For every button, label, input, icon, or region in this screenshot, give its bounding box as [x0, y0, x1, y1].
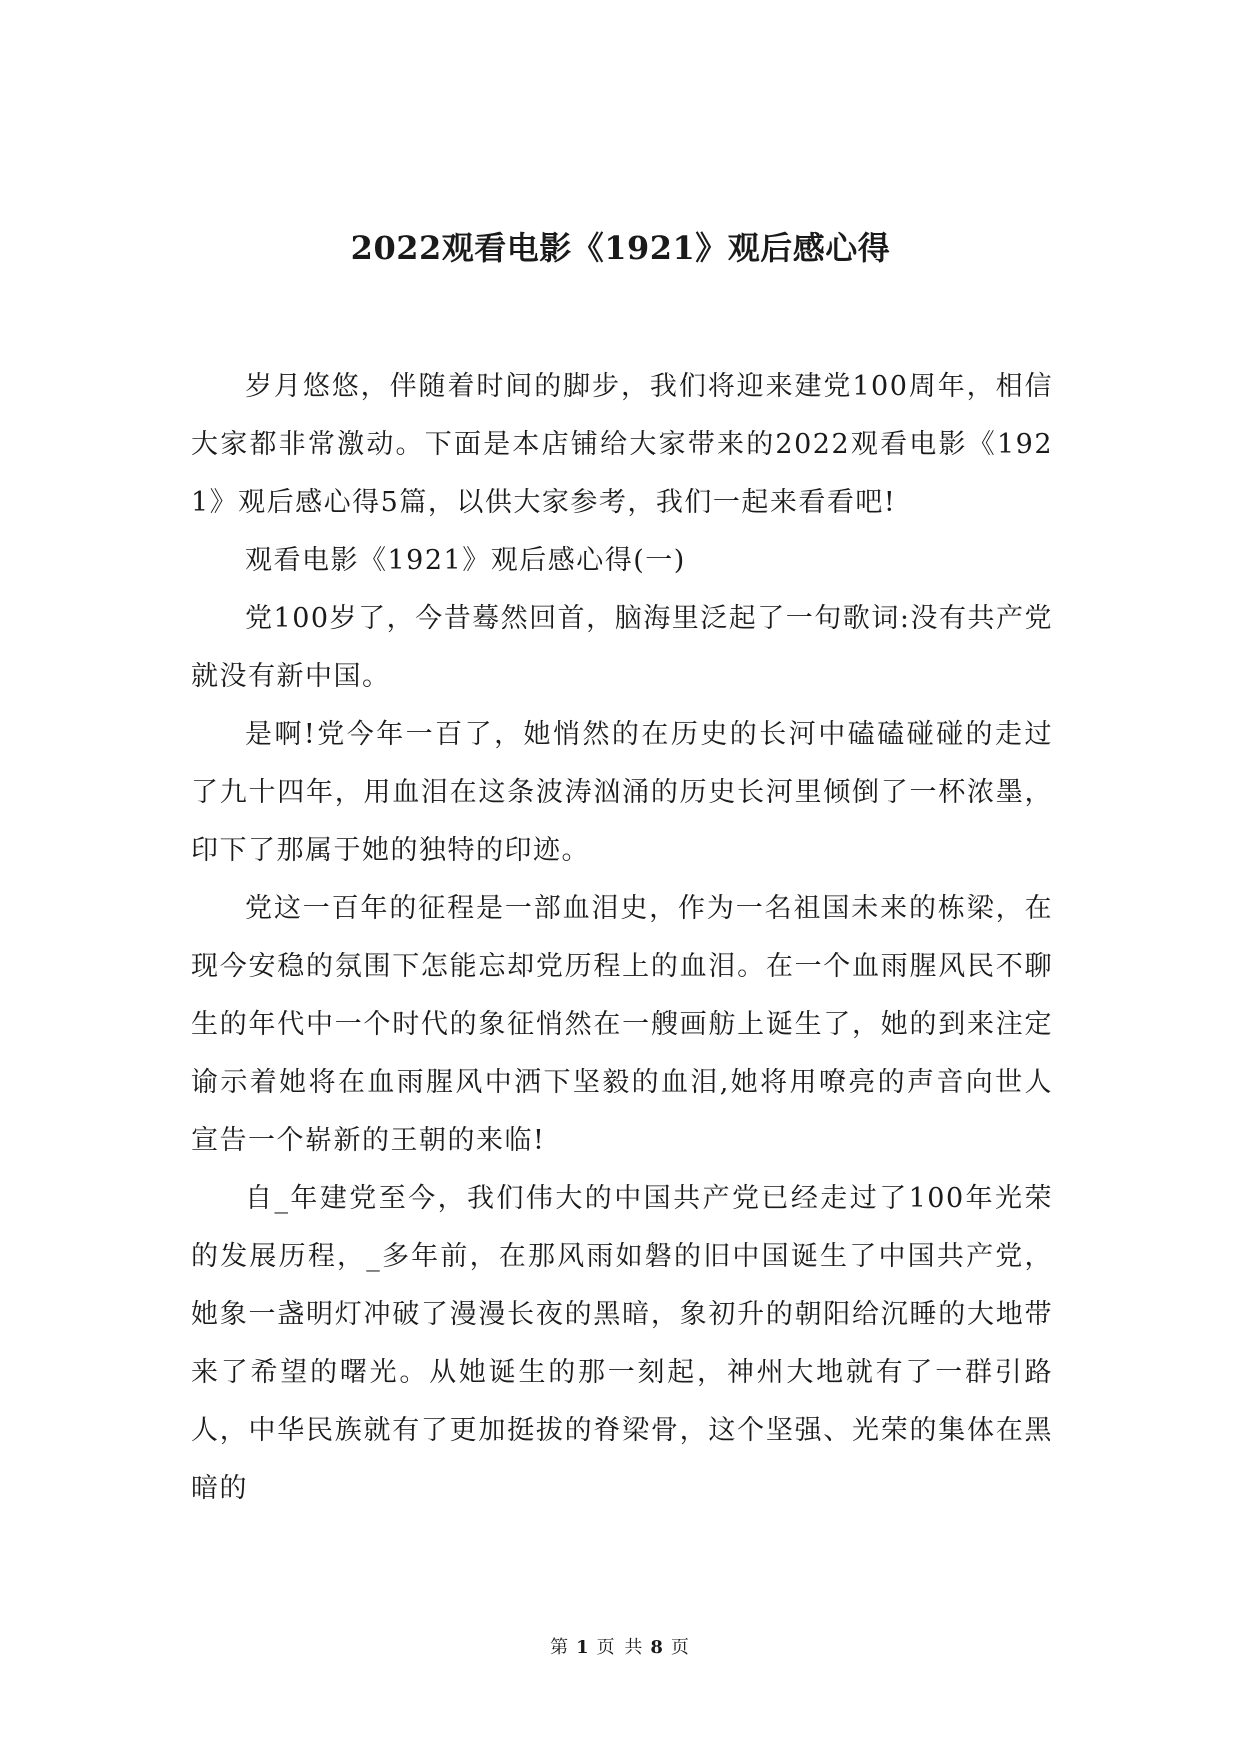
- footer-middle: 页 共: [596, 1637, 645, 1658]
- paragraph: 党100岁了，今昔蓦然回首，脑海里泛起了一句歌词:没有共产党就没有新中国。: [191, 603, 1053, 692]
- paragraph: 党这一百年的征程是一部血泪史，作为一名祖国未来的栋梁，在现今安稳的氛围下怎能忘却党历程上的血泪。在一个血雨腥风民不聊生的年代中一个时代的象征悄然在一艘画舫上诞生了，她的到来注定谕示着她将在血雨腥风中洒下坚毅的血泪,她将用嘹亮的声音向世人宣告一个崭新的王朝的来临!: [191, 893, 1053, 1156]
- total-pages-number: 8: [650, 1637, 665, 1658]
- paragraph-intro: 岁月悠悠，伴随着时间的脚步，我们将迎来建党100周年，相信大家都非常激动。下面是本店铺给大家带来的2022观看电影《1921》观后感心得5篇，以供大家参考，我们一起来看看吧!: [191, 371, 1053, 518]
- page-footer: [0, 1636, 1241, 1660]
- paragraph: 自_年建党至今，我们伟大的中国共产党已经走过了100年光荣的发展历程，_多年前，在那风雨如磐的旧中国诞生了中国共产党，她象一盏明灯冲破了漫漫长夜的黑暗，象初升的朝阳给沉睡的大地带来了希望的曙光。从她诞生的那一刻起，神州大地就有了一群引路人，中华民族就有了更加挺拔的脊梁骨，这个坚强、光荣的集体在黑暗的: [191, 1183, 1053, 1504]
- current-page-number: 1: [576, 1637, 591, 1658]
- footer-suffix: 页: [670, 1637, 691, 1658]
- paragraph: 是啊!党今年一百了，她悄然的在历史的长河中磕磕碰碰的走过了九十四年，用血泪在这条波涛汹涌的历史长河里倾倒了一杯浓墨，印下了那属于她的独特的印迹。: [191, 719, 1053, 866]
- section-heading: 观看电影《1921》观后感心得(一): [245, 545, 686, 576]
- document-title: 2022观看电影《1921》观后感心得: [350, 229, 891, 267]
- footer-prefix: 第: [550, 1637, 571, 1658]
- document-body: [191, 358, 1053, 1518]
